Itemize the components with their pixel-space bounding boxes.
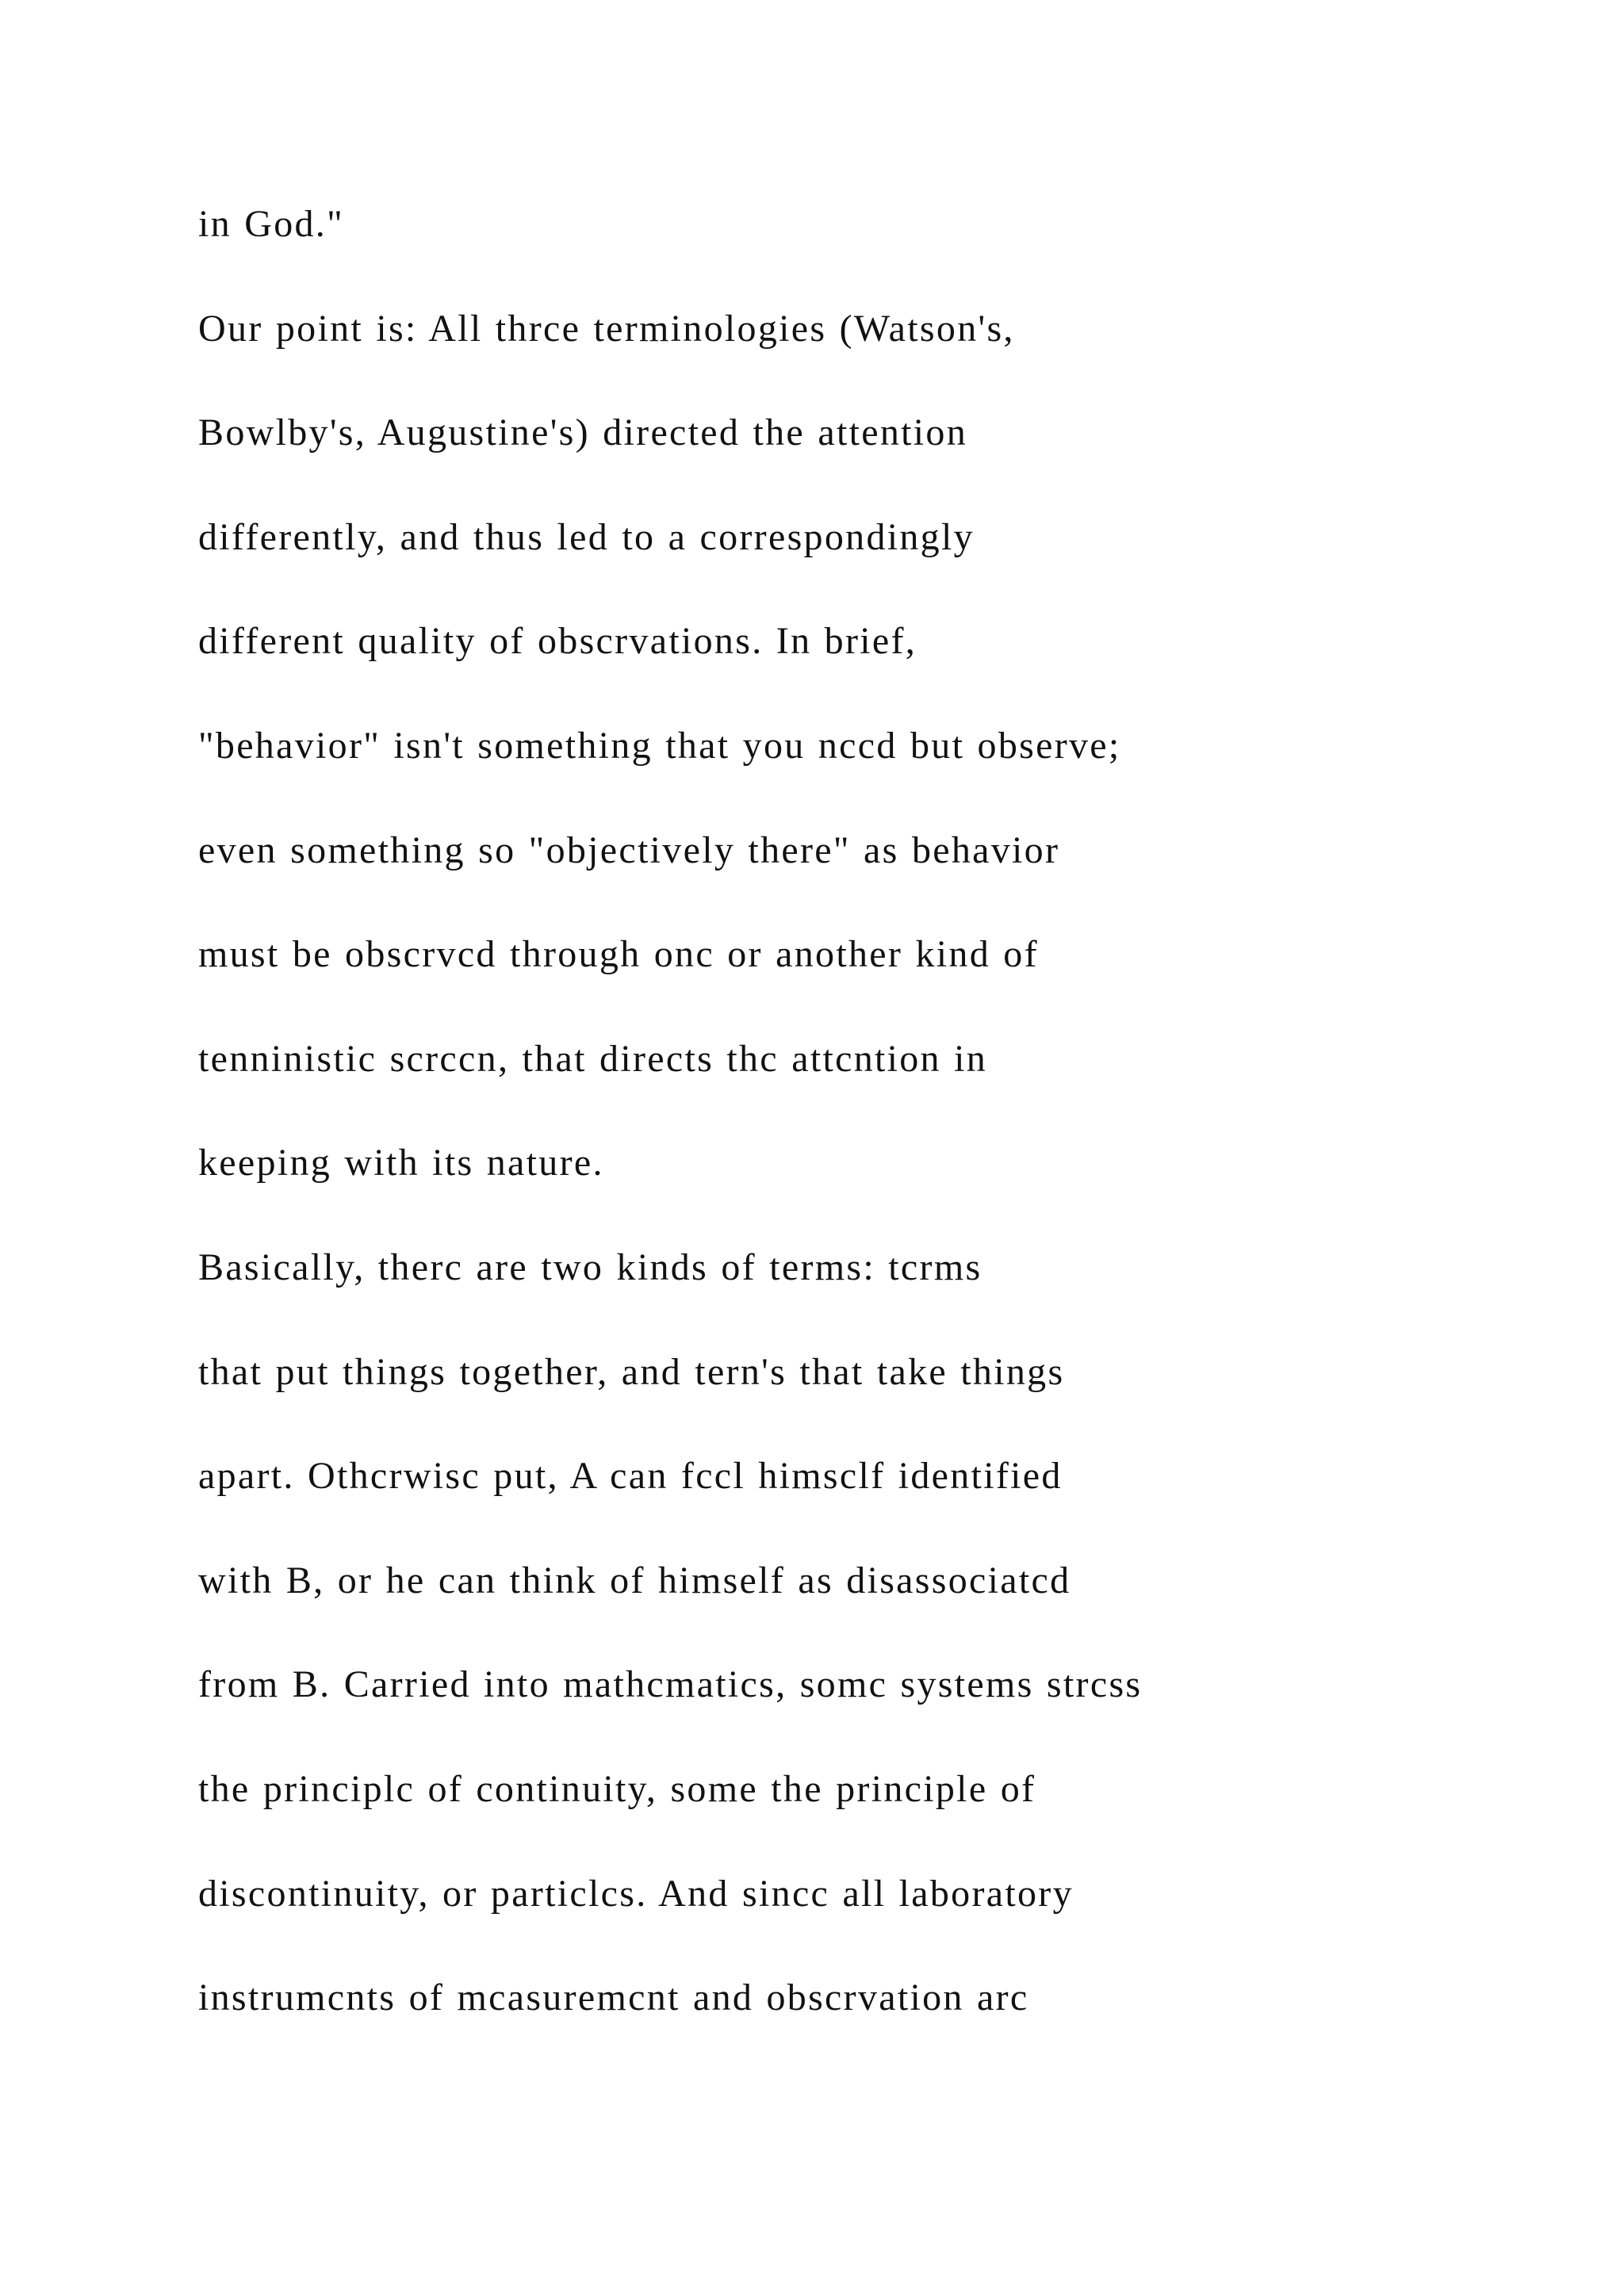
text-line: must be obscrvcd through onc or another kind of [198, 933, 1039, 976]
text-line: discontinuity, or particlcs. And sincc all laboratory [198, 1872, 1074, 1915]
text-line: different quality of obscrvations. In brief, [198, 620, 917, 663]
text-line: that put things together, and tern's that take things [198, 1350, 1065, 1393]
text-line: in God." [198, 203, 344, 245]
text-line: tenninistic scrccn, that directs thc attcntion in [198, 1037, 988, 1080]
text-line: "behavior" isn't something that you nccd but observe; [198, 724, 1121, 767]
text-line: Basically, therc are two kinds of terms: tcrms [198, 1246, 982, 1288]
text-line: keeping with its nature. [198, 1142, 604, 1184]
text-line: Bowlby's, Augustine's) directed the attention [198, 411, 967, 454]
text-line: instrumcnts of mcasuremcnt and obscrvation arc [198, 1976, 1029, 2019]
text-line: even something so "objectively there" as behavior [198, 828, 1060, 871]
body-text [198, 189, 1546, 2067]
text-line: differently, and thus led to a correspondingly [198, 515, 975, 558]
text-line: apart. Othcrwisc put, A can fccl himsclf identified [198, 1455, 1063, 1498]
text-line: from B. Carried into mathcmatics, somc systems strcss [198, 1663, 1143, 1706]
text-line: the principlc of continuity, some the principle of [198, 1767, 1036, 1810]
text-line: Our point is: All thrce terminologies (Watson's, [198, 307, 1015, 350]
text-line: with B, or he can think of himself as disassociatcd [198, 1559, 1071, 1601]
